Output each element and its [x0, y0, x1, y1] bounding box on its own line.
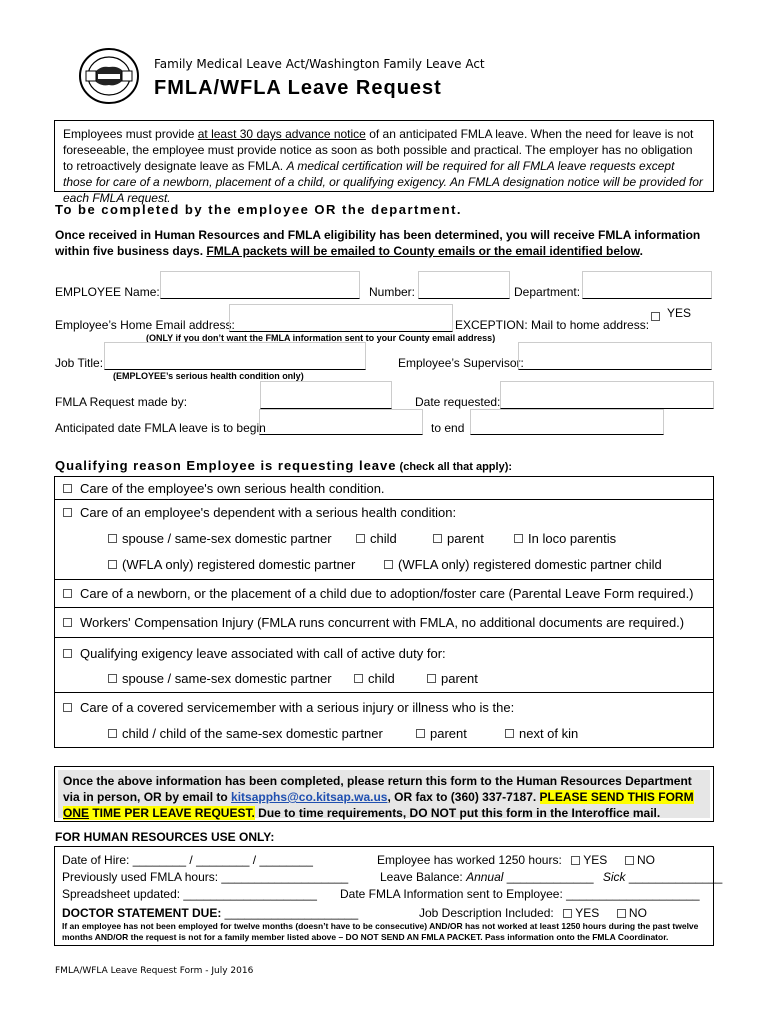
- dependent-child-option[interactable]: child: [356, 531, 397, 546]
- employee-number-field[interactable]: [418, 271, 510, 299]
- job-title-note: (EMPLOYEE’s serious health condition only): [113, 371, 304, 381]
- form-subtitle: Family Medical Leave Act/Washington Family Leave Act: [154, 57, 485, 71]
- reason-row-servicemember: [55, 693, 713, 747]
- dependent-wfla-partner-child-option[interactable]: (WFLA only) registered domestic partner child: [384, 557, 662, 572]
- dependent-spouse-option[interactable]: spouse / same-sex domestic partner: [108, 531, 332, 546]
- checkbox[interactable]: [63, 484, 72, 493]
- employee-name-field[interactable]: [160, 271, 360, 299]
- request-by-label: FMLA Request made by:: [55, 395, 188, 409]
- date-requested-field[interactable]: [500, 381, 714, 409]
- date-of-hire: Date of Hire: ________ / ________ / ________: [62, 853, 313, 867]
- reason-newborn[interactable]: Care of a newborn, or the placement of a child due to adoption/foster care (Parental Leave Form required.): [63, 586, 694, 601]
- date-requested-label: Date requested:: [415, 395, 501, 409]
- reason-row-own-health: [55, 477, 713, 500]
- dependent-wfla-partner-option[interactable]: (WFLA only) registered domestic partner: [108, 557, 355, 572]
- hr-use-only-heading: FOR HUMAN RESOURCES USE ONLY:: [55, 830, 275, 844]
- servicemember-parent-option[interactable]: parent: [416, 726, 467, 741]
- form-title: FMLA/WFLA Leave Request: [154, 77, 442, 99]
- date-info-sent: Date FMLA Information sent to Employee: ____________________: [340, 887, 700, 901]
- hr-email-link[interactable]: kitsapphs@co.kitsap.wa.us: [231, 790, 388, 804]
- exigency-parent-option[interactable]: parent: [427, 671, 478, 686]
- worked-no-checkbox[interactable]: [625, 856, 634, 865]
- reason-dependent[interactable]: Care of an employee's dependent with a serious health condition:: [63, 505, 456, 520]
- reason-exigency[interactable]: Qualifying exigency leave associated with call of active duty for:: [63, 646, 446, 661]
- reason-row-dependent: [55, 500, 713, 580]
- job-description-included: Job Description Included: YES NO: [419, 906, 647, 920]
- exigency-child-option[interactable]: child: [354, 671, 395, 686]
- return-instructions-box: [54, 766, 714, 822]
- mail-home-yes-checkbox[interactable]: [651, 309, 660, 323]
- reason-row-newborn: [55, 580, 713, 608]
- to-end-label: to end: [431, 421, 465, 435]
- reason-workers-comp[interactable]: Workers' Compensation Injury (FMLA runs concurrent with FMLA, no additional documents are required.): [63, 615, 684, 630]
- intro-notice-box: [54, 120, 714, 205]
- servicemember-next-of-kin-option[interactable]: next of kin: [505, 726, 578, 741]
- job-title-label: Job Title:: [55, 356, 104, 370]
- intro-underlined-text: at least 30 days advance notice: [197, 127, 366, 141]
- leave-end-date-field[interactable]: [470, 409, 664, 435]
- intro-text-1: Employees must provide: [63, 127, 198, 141]
- section-instructions: Once received in Human Resources and FMLA eligibility has been determined, you will receive FMLA information within five business days. FMLA packets will be emailed to County emails or the email identified below.: [55, 228, 701, 258]
- qualifying-reasons-box: [54, 476, 714, 748]
- supervisor-label: Employee’s Supervisor:: [398, 356, 524, 370]
- hr-use-only-box: [54, 846, 723, 946]
- worked-1250-hours: Employee has worked 1250 hours: YES NO: [377, 853, 655, 867]
- servicemember-child-option[interactable]: child / child of the same-sex domestic partner: [108, 726, 383, 741]
- intro-italic-text: A medical certification will be required for all FMLA leave requests except those for care of a newborn, placement of a child, or qualifying exigency. An FMLA designation notice will be provided for each FMLA request.: [63, 159, 703, 205]
- leave-balance: Leave Balance: Annual _____________ Sick ______________: [380, 870, 723, 884]
- job-desc-yes-checkbox[interactable]: [563, 909, 572, 918]
- job-desc-no-checkbox[interactable]: [617, 909, 626, 918]
- section-heading: To be completed by the employee OR the department.: [55, 202, 463, 217]
- form-footer: FMLA/WFLA Leave Request Form - July 2016: [55, 966, 254, 976]
- return-instructions-text: Once the above information has been completed, please return this form to the Human Resources Department via in person, OR by email to kitsapphs@co.kitsap.wa.us, OR fax to (360) 337-7187. PLEASE SEND THIS FORM ONE TIME PER LEAVE REQUEST. Due to time requirements, DO NOT put this form in the Interoffice mail.: [58, 770, 710, 818]
- anticipated-start-label: Anticipated date FMLA leave is to begin: [55, 421, 266, 435]
- checkbox[interactable]: [63, 703, 72, 712]
- reason-row-workers-comp: [55, 608, 713, 638]
- checkbox[interactable]: [63, 589, 72, 598]
- exception-label: EXCEPTION: Mail to home address:: [455, 318, 650, 332]
- department-label: Department:: [514, 285, 581, 299]
- reason-own-health[interactable]: Care of the employee's own serious health condition.: [63, 481, 385, 496]
- dependent-in-loco-parentis-option[interactable]: In loco parentis: [514, 531, 616, 546]
- worked-yes-checkbox[interactable]: [571, 856, 580, 865]
- county-seal-logo: [78, 47, 140, 105]
- leave-start-date-field[interactable]: [259, 409, 423, 435]
- send-once-highlight: PLEASE SEND THIS FORM ONE TIME PER LEAVE REQUEST.: [63, 790, 694, 820]
- supervisor-field[interactable]: [518, 342, 712, 370]
- hr-eligibility-note: If an employee has not been employed for twelve months (doesn’t have to be consecutive) AND/OR has not worked at least 1250 hours during the past twelve months AND/OR the request is not for a family member listed above – DO NOT SEND AN FMLA PACKET. Pass information onto the FMLA Coordinator.: [62, 921, 699, 942]
- qualifying-reason-heading: Qualifying reason Employee is requesting leave (check all that apply):: [55, 458, 513, 473]
- mail-home-yes-label: YES: [667, 306, 692, 320]
- job-title-field[interactable]: [104, 342, 366, 370]
- exigency-spouse-option[interactable]: spouse / same-sex domestic partner: [108, 671, 332, 686]
- previous-fmla-hours: Previously used FMLA hours: ___________________: [62, 870, 349, 884]
- home-email-label: Employee’s Home Email address:: [55, 318, 235, 332]
- reason-servicemember[interactable]: Care of a covered servicemember with a serious injury or illness who is the:: [63, 700, 514, 715]
- email-note: (ONLY if you don’t want the FMLA information sent to your County email address): [146, 333, 496, 343]
- intro-text-2: of an anticipated FMLA leave. When the need for leave is not foreseeable, the employee must provide notice as soon as both possible and practical. The employer has no obligation to retroactively designate leave as FMLA.: [63, 127, 694, 173]
- doctor-statement-due: DOCTOR STATEMENT DUE: ____________________: [62, 906, 359, 920]
- spreadsheet-updated: Spreadsheet updated: ____________________: [62, 887, 317, 901]
- checkbox[interactable]: [63, 649, 72, 658]
- checkbox[interactable]: [63, 618, 72, 627]
- dependent-parent-option[interactable]: parent: [433, 531, 484, 546]
- department-field[interactable]: [582, 271, 712, 299]
- number-label: Number:: [369, 285, 416, 299]
- request-by-field[interactable]: [260, 381, 392, 409]
- home-email-field[interactable]: [229, 304, 453, 332]
- checkbox[interactable]: [63, 508, 72, 517]
- email-instruction: FMLA packets will be emailed to County emails or the email identified below: [206, 244, 640, 258]
- employee-name-label: EMPLOYEE Name:: [55, 285, 160, 299]
- reason-row-exigency: [55, 638, 713, 693]
